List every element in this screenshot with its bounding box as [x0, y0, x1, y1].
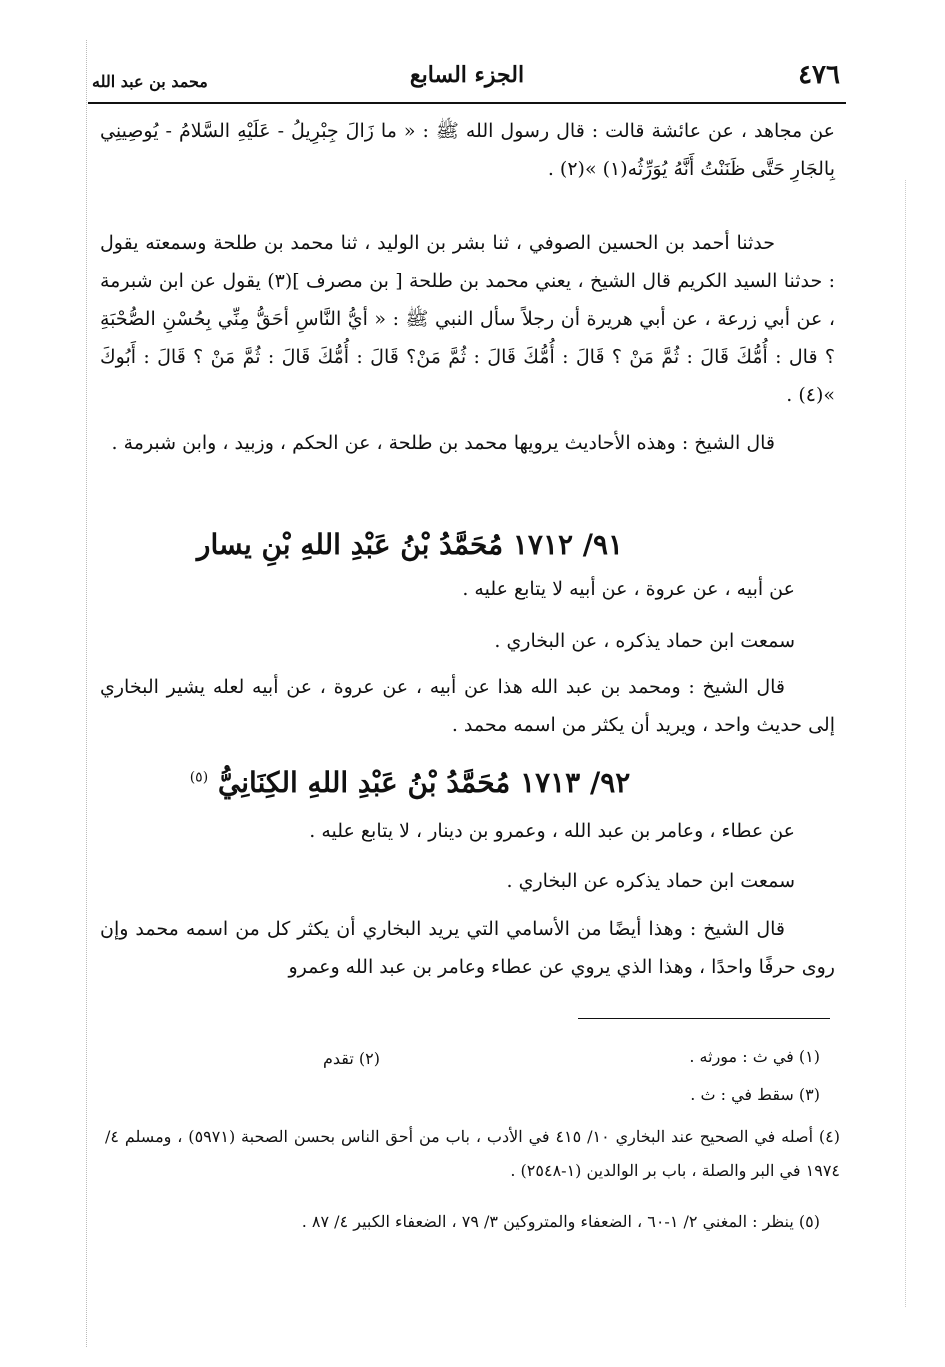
- footnote-separator: [578, 1018, 830, 1019]
- entry-heading-1713: [130, 766, 690, 799]
- paragraph-isnad-companionship: حدثنا أحمد بن الحسين الصوفي ، ثنا بشر بن الوليد ، ثنا محمد بن طلحة وسمعته يقول : حدثنا السيد الكريم قال الشيخ ، يعني محمد بن طلحة [ بن مصرف ](٣) يقول عن ابن شبرمة ، عن أبي زرعة ، عن أبي هريرة أن رجلاً سأل النبي ﷺ : « أيُّ النَّاسِ أحَقُّ مِنِّي بِحُسْنِ الصُّحْبَةِ ؟ قال : أُمُّكَ قَالَ : ثُمَّ مَنْ ؟ قَالَ : أُمُّكَ قَالَ : ثُمَّ مَنْ؟ قَالَ : أُمُّكَ قَالَ : ثُمَّ مَنْ ؟ قَالَ : أَبُوكَ »(٤) .: [100, 232, 835, 406]
- footnote-3: (٣) سقط في : ث .: [690, 1085, 820, 1104]
- entry-line-1713-b: سمعت ابن حماد يذكره عن البخاري .: [506, 870, 795, 892]
- running-author: محمد بن عبد الله: [92, 72, 208, 91]
- page-header: [88, 50, 846, 104]
- entry-heading-1713-text: ٩٢/ ١٧١٣ مُحَمَّدُ بْنُ عَبْدِ اللهِ الكِنَانِيُّ: [217, 766, 631, 799]
- page-number: ٤٧٦: [798, 60, 840, 90]
- scan-margin-line: [86, 40, 87, 1347]
- paragraph-shaykh-comment-3: قال الشيخ : وهذا أيضًا من الأسامي التي يريد البخاري أن يكثر كل من اسمه محمد وإن روى حرفًا واحدًا ، وهذا الذي يروي عن عطاء وعامر بن عبد الله وعمرو: [100, 918, 835, 978]
- paragraph-shaykh-comment-2: قال الشيخ : ومحمد بن عبد الله هذا عن أبيه ، عن عروة ، عن أبيه لعله يشير البخاري إلى حديث واحد ، ويريد أن يكثر من اسمه محمد .: [100, 676, 835, 736]
- paragraph-shaykh-comment-1: قال الشيخ : وهذه الأحاديث يرويها محمد بن طلحة ، عن الحكم ، وزبيد ، وابن شبرمة .: [111, 432, 775, 454]
- scan-margin-line-right: [905, 180, 906, 1307]
- paragraph-hadith-neighbor: عن مجاهد ، عن عائشة قالت : قال رسول الله ﷺ : « ما زَالَ جِبْرِيلُ - عَلَيْهِ السَّلامُ - يُوصِينِي بِالجَارِ حَتَّى ظَنَنْتُ أَنَّهُ يُوَرِّثُه(١) »(٢) .: [100, 120, 835, 180]
- footnote-4: (٤) أصله في الصحيح عند البخاري ١٠/ ٤١٥ في الأدب ، باب من أحق الناس بحسن الصحبة (٥٩٧١) ، ومسلم ٤/ ١٩٧٤ في البر والصلة ، باب بر الوالدين (١-٢٥٤٨) .: [105, 1127, 841, 1180]
- entry-line-1712-b: سمعت ابن حماد يذكره ، عن البخاري .: [494, 630, 795, 652]
- footnote-5: (٥) ينظر : المغني ٢/ ١-٦٠ ، الضعفاء والمتروكين ٣/ ٧٩ ، الضعفاء الكبير ٤/ ٨٧ .: [301, 1212, 820, 1231]
- running-title: الجزء السابع: [409, 62, 525, 88]
- entry-line-1712-a: عن أبيه ، عن عروة ، عن أبيه لا يتابع عليه .: [462, 578, 795, 600]
- entry-line-1713-a: عن عطاء ، وعامر بن عبد الله ، وعمرو بن دينار ، لا يتابع عليه .: [309, 820, 795, 842]
- entry-heading-1712: ٩١/ ١٧١٢ مُحَمَّدُ بْنُ عَبْدِ اللهِ بْنِ يسار: [196, 528, 624, 561]
- entry-heading-1713-note: (٥): [189, 769, 209, 786]
- footnote-2: (٢) تقدم: [322, 1049, 380, 1068]
- footnote-1: (١) في ث : مورثه .: [689, 1047, 820, 1066]
